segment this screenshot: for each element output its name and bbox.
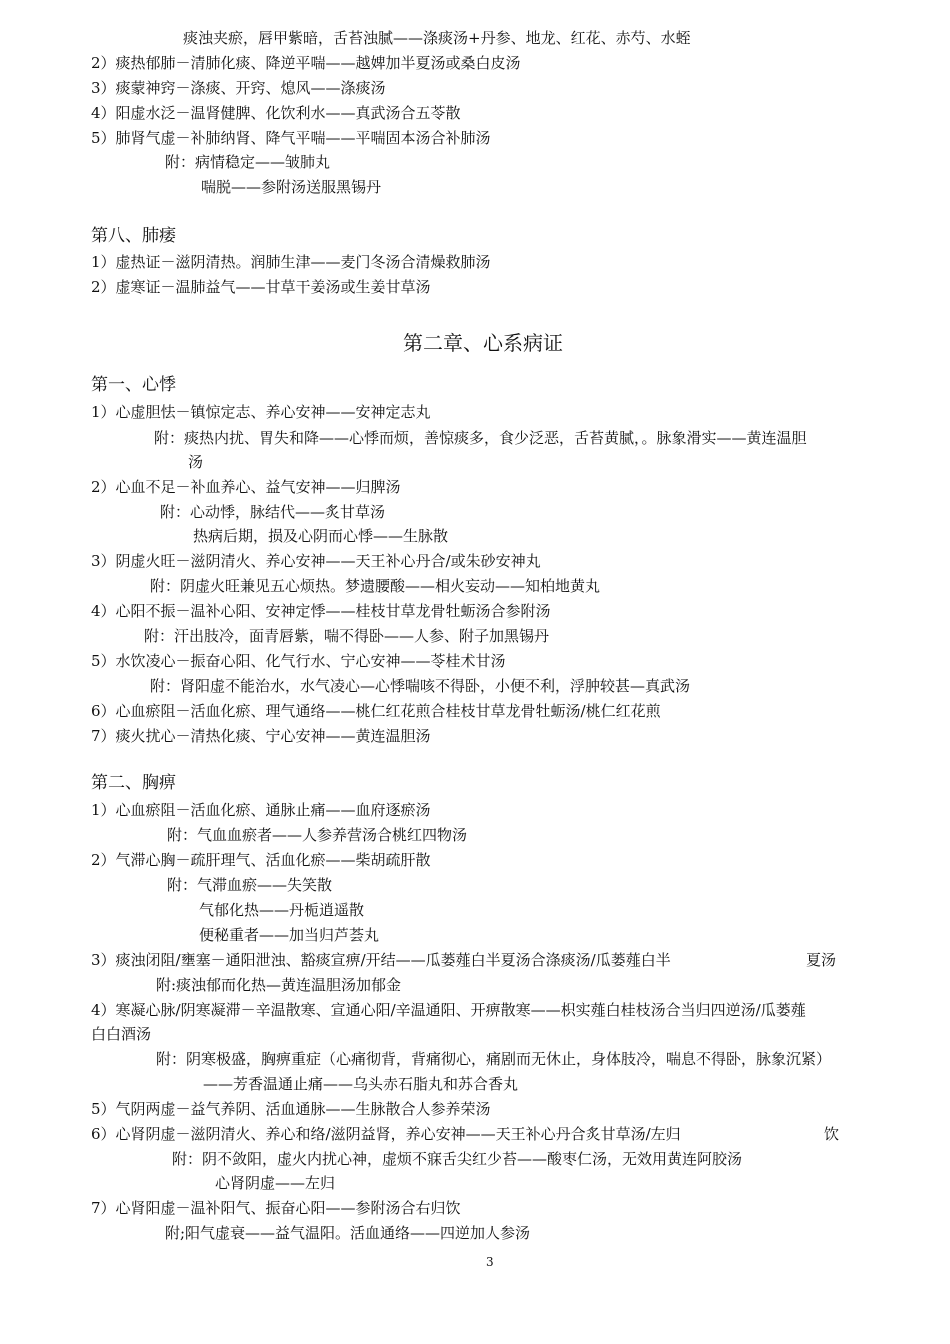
text-line: 5）肺肾气虚－补肺纳肾、降气平喘——平喘固本汤合补肺汤: [91, 129, 491, 147]
text-line: 饮: [824, 1125, 840, 1143]
text-line: 附：汗出肢冷，面青唇紫，喘不得卧——人参、附子加黑锡丹: [144, 627, 550, 645]
text-line: 1）心血瘀阻－活血化瘀、通脉止痛——血府逐瘀汤: [91, 801, 431, 819]
text-line: 附：阴不敛阳，虚火内扰心神，虚烦不寐舌尖红少苔——酸枣仁汤，无效用黄连阿胶汤: [172, 1150, 743, 1168]
text-line: ——芳香温通止痛——乌头赤石脂丸和苏合香丸: [203, 1075, 519, 1093]
text-line: 3）痰浊闭阻/壅塞－通阳泄浊、豁痰宣痹/开结——瓜蒌薤白半夏汤合涤痰汤/瓜蒌薤白半: [91, 951, 671, 969]
text-line: 3）痰蒙神窍－涤痰、开窍、熄风——涤痰汤: [91, 79, 386, 97]
text-line: 白白酒汤: [91, 1025, 152, 1043]
text-line: 5）气阴两虚－益气养阴、活血通脉——生脉散合人参养荣汤: [91, 1100, 491, 1118]
text-line: 附:痰浊郁而化热—黄连温胆汤加郁金: [156, 976, 402, 994]
section-heading: 第一、心悸: [91, 375, 176, 395]
text-line: 附：痰热内扰、胃失和降——心悸而烦，善惊痰多，食少泛恶，舌苔黄腻，。脉象滑实——黄连温胆: [154, 429, 807, 447]
text-line: 附：阴寒极盛，胸痹重症（心痛彻背，背痛彻心，痛剧而无休止，身体肢冷，喘息不得卧，脉象沉紧）: [156, 1050, 832, 1068]
text-line: 附：心动悸，脉结代——炙甘草汤: [160, 503, 386, 521]
text-line: 附：气血血瘀者——人参养营汤合桃红四物汤: [167, 826, 468, 844]
text-line: 4）阳虚水泛－温肾健脾、化饮利水——真武汤合五苓散: [91, 104, 461, 122]
text-line: 气郁化热——丹栀逍遥散: [199, 901, 365, 919]
text-line: 6）心肾阴虚－滋阴清火、养心和络/滋阴益肾，养心安神——天王补心丹合炙甘草汤/左归: [91, 1125, 681, 1143]
text-line: 5）水饮凌心－振奋心阳、化气行水、宁心安神——苓桂术甘汤: [91, 652, 506, 670]
text-line: 1）虚热证－滋阴清热。润肺生津——麦门冬汤合清燥救肺汤: [91, 253, 491, 271]
text-line: 2）痰热郁肺－清肺化痰、降逆平喘——越婢加半夏汤或桑白皮汤: [91, 54, 521, 72]
text-line: 6）心血瘀阻－活血化瘀、理气通络——桃仁红花煎合桂枝甘草龙骨牡蛎汤/桃仁红花煎: [91, 702, 661, 720]
page-number: 3: [486, 1255, 494, 1269]
text-line: 汤: [188, 453, 204, 471]
text-line: 痰浊夹瘀，唇甲紫暗，舌苔浊腻——涤痰汤+丹参、地龙、红花、赤芍、水蛭: [183, 29, 691, 47]
text-line: 2）心血不足－补血养心、益气安神——归脾汤: [91, 478, 401, 496]
text-line: 1）心虚胆怯－镇惊定志、养心安神——安神定志丸: [91, 403, 431, 421]
text-line: 喘脱——参附汤送服黑锡丹: [201, 178, 382, 196]
text-line: 附：病情稳定——皱肺丸: [165, 153, 331, 171]
section-heading: 第二、胸痹: [91, 773, 176, 793]
chapter-title: 第二章、心系病证: [403, 331, 563, 355]
text-line: 4）寒凝心脉/阴寒凝滞－辛温散寒、宣通心阳/辛温通阳、开痹散寒——枳实薤白桂枝汤合当归四逆汤/瓜蒌薤: [91, 1001, 806, 1019]
section-heading: 第八、肺痿: [91, 226, 176, 246]
text-line: 夏汤: [806, 951, 837, 969]
text-line: 3）阴虚火旺－滋阴清火、养心安神——天王补心丹合/或朱砂安神丸: [91, 552, 541, 570]
text-line: 附;阳气虚衰——益气温阳。活血通络——四逆加人参汤: [165, 1224, 531, 1242]
text-line: 2）气滞心胸－疏肝理气、活血化瘀——柴胡疏肝散: [91, 851, 431, 869]
text-line: 2）虚寒证－温肺益气——甘草干姜汤或生姜甘草汤: [91, 278, 431, 296]
text-line: 便秘重者——加当归芦荟丸: [199, 926, 380, 944]
text-line: 附：阴虚火旺兼见五心烦热。梦遗腰酸——相火妄动——知柏地黄丸: [150, 577, 601, 595]
text-line: 7）心肾阳虚－温补阳气、振奋心阳——参附汤合右归饮: [91, 1199, 461, 1217]
text-line: 7）痰火扰心－清热化痰、宁心安神——黄连温胆汤: [91, 727, 431, 745]
text-line: 热病后期，损及心阴而心悸——生脉散: [193, 527, 449, 545]
text-line: 4）心阳不振－温补心阳、安神定悸——桂枝甘草龙骨牡蛎汤合参附汤: [91, 602, 551, 620]
text-line: 附：气滞血瘀——失笑散: [167, 876, 333, 894]
text-line: 附：肾阳虚不能治水，水气凌心—心悸喘咳不得卧，小便不利，浮肿较甚—真武汤: [150, 677, 691, 695]
text-line: 心肾阴虚——左归: [215, 1174, 336, 1192]
